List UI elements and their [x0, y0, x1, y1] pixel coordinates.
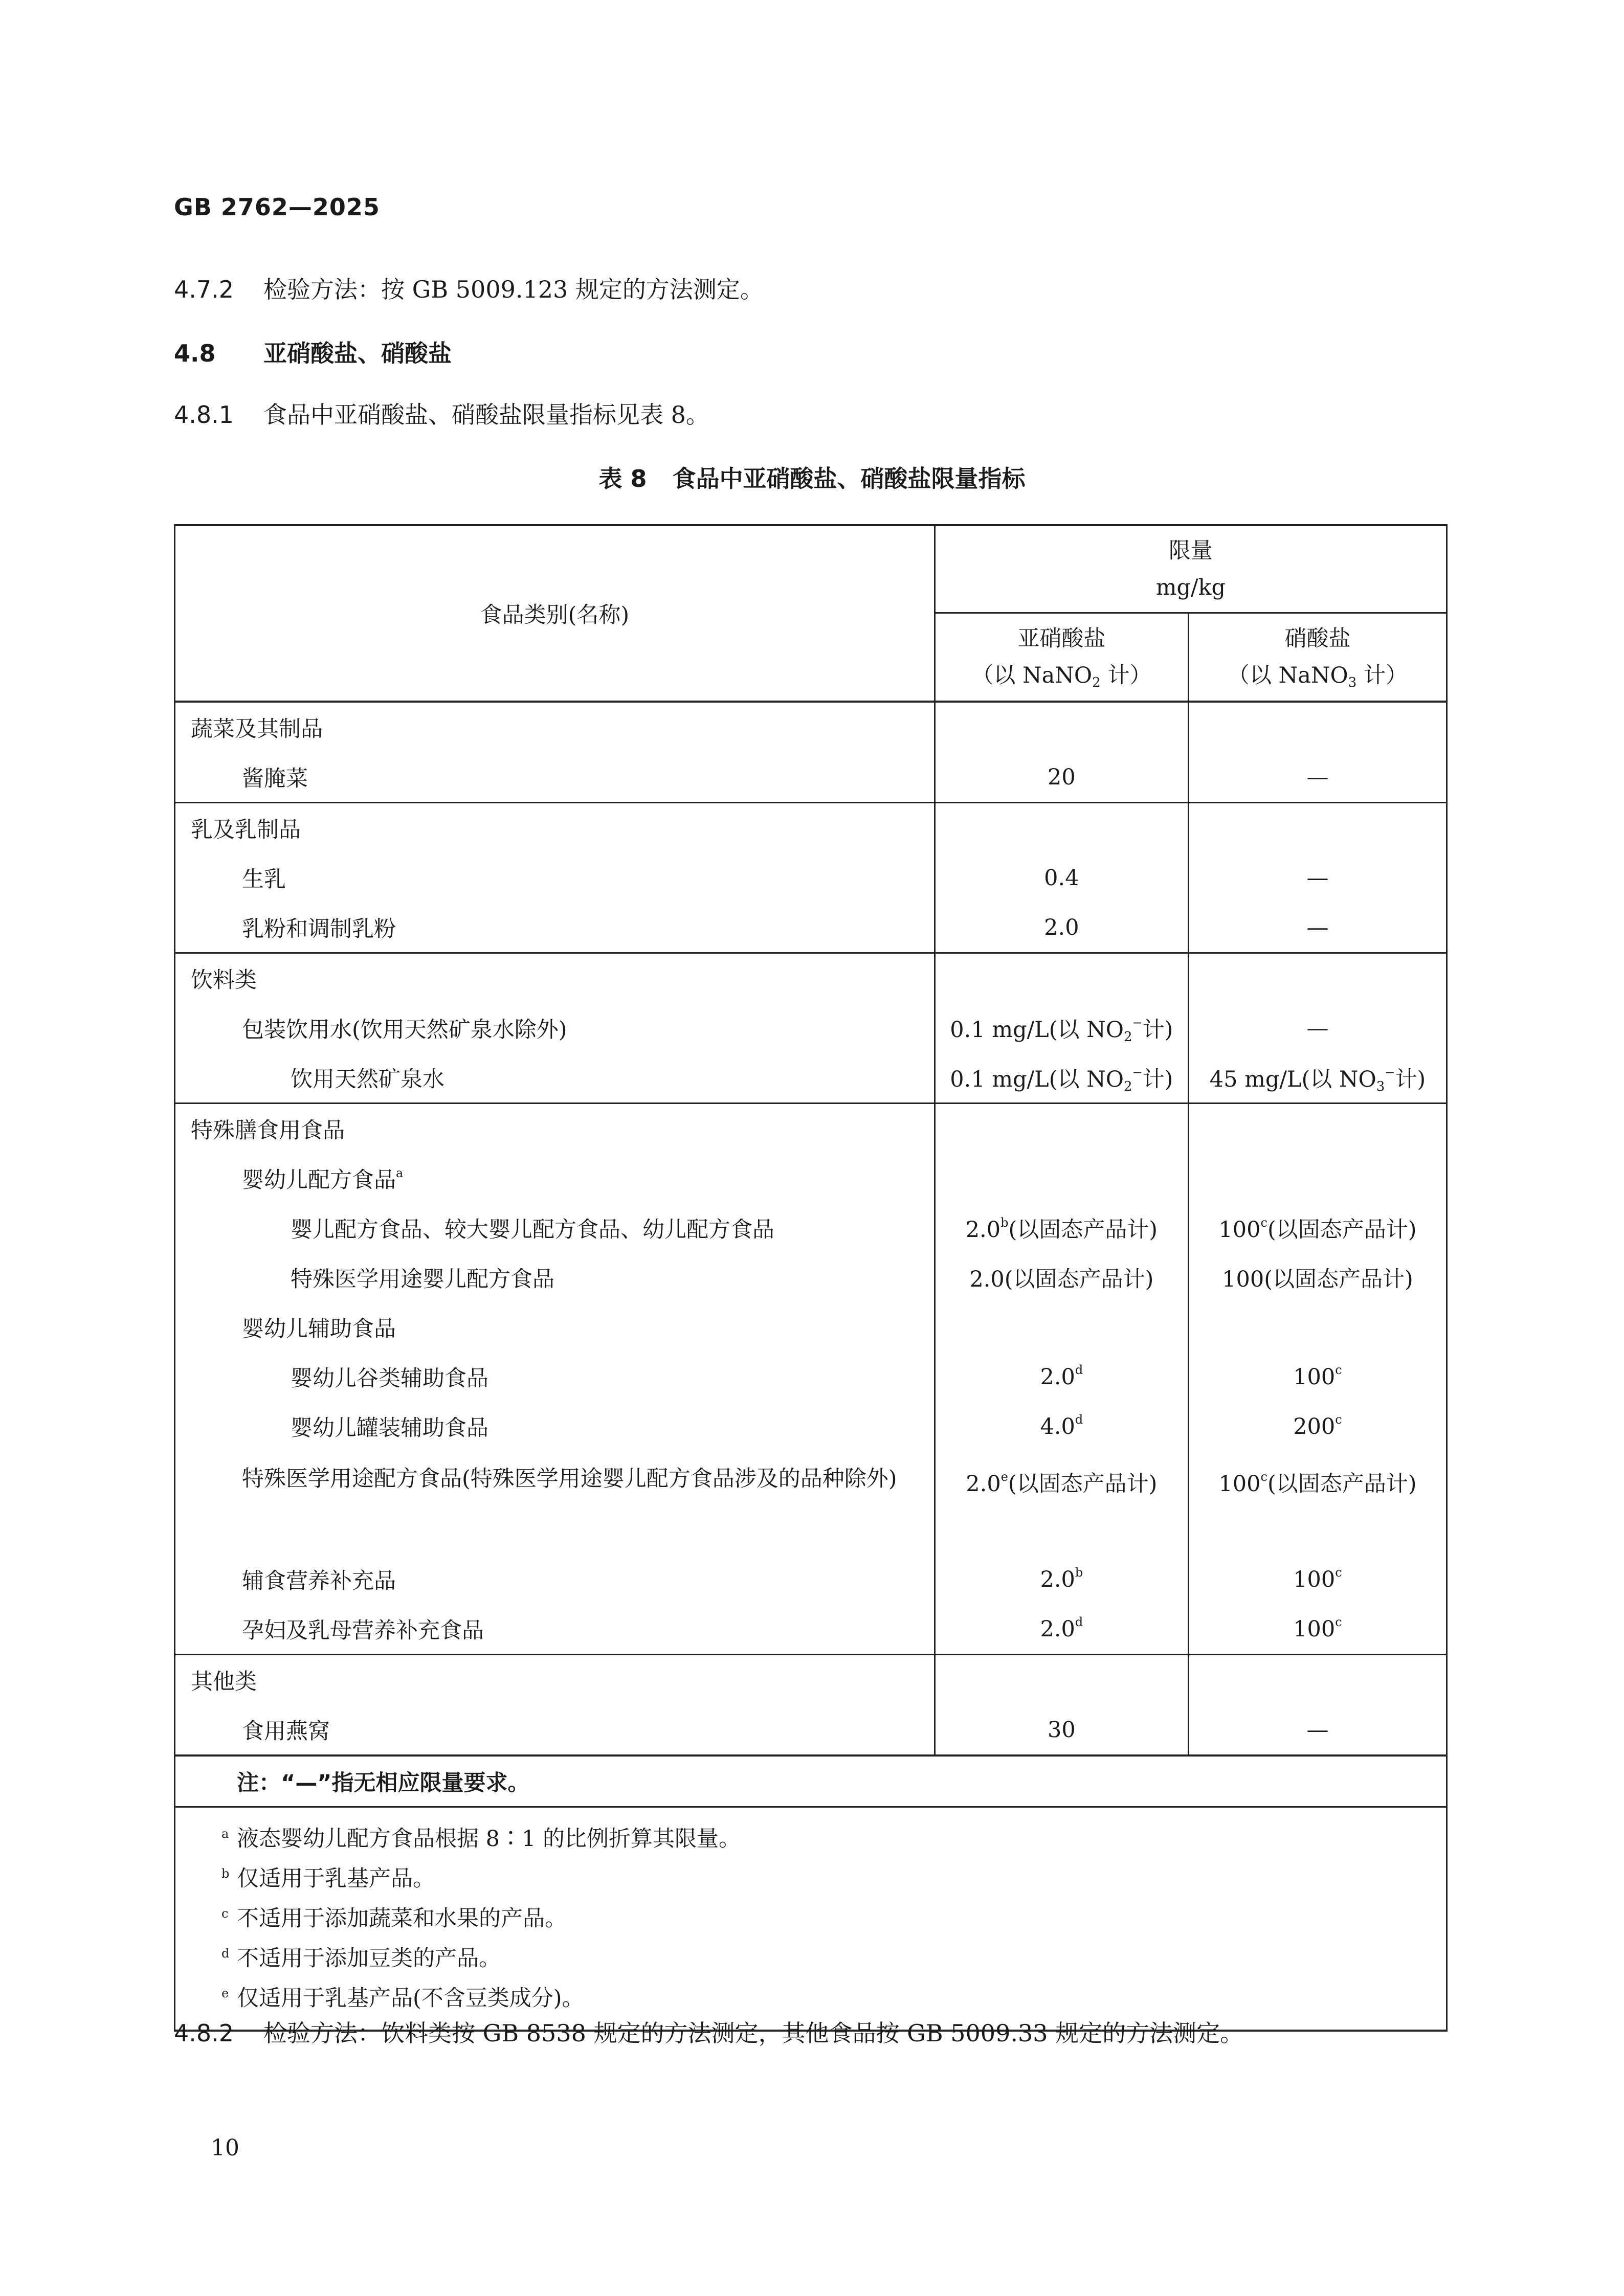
- page-number: 10: [211, 2135, 239, 2161]
- table-row: [175, 803, 1447, 853]
- nitrite-limit: 2.0$^b$(以固态产品计): [935, 1203, 1188, 1253]
- nitrite-limit: [935, 1302, 1188, 1352]
- nitrate-limit: 100$^c$: [1188, 1555, 1447, 1604]
- table-row: [175, 903, 1447, 953]
- table-row: [175, 1705, 1447, 1755]
- food-name: 辅食营养补充品: [175, 1555, 935, 1604]
- table-note: 注：“—”指无相应限量要求。: [175, 1755, 1447, 1807]
- table-row: [175, 1604, 1447, 1655]
- clause-text: 食品中亚硝酸盐、硝酸盐限量指标见表 8。: [263, 401, 709, 429]
- table-footnotes-row: [175, 1807, 1447, 2031]
- nitrate-limit: —: [1188, 903, 1447, 953]
- footnote-e: e 仅适用于乳基产品(不含豆类成分)。: [237, 1978, 1446, 2018]
- food-name: 饮用天然矿泉水: [175, 1053, 935, 1104]
- clause-4-8-1: [174, 396, 709, 430]
- section-title: 亚硝酸盐、硝酸盐: [263, 340, 452, 367]
- table-note-row: [175, 1755, 1447, 1807]
- nitrite-limit: 0.4: [935, 853, 1188, 903]
- table-row: [175, 1003, 1447, 1053]
- table-row: [175, 1253, 1447, 1302]
- food-name: 酱腌菜: [175, 752, 935, 803]
- nitrite-limit: 0.1 mg/L(以 $NO_2^-$计): [935, 1003, 1188, 1053]
- nitrite-nitrate-limits-table: [174, 524, 1448, 2011]
- header-nitrite: [935, 613, 1188, 702]
- nitrate-limit: 200$^c$: [1188, 1402, 1447, 1451]
- food-name: 婴幼儿罐装辅助食品: [175, 1402, 935, 1451]
- nitrite-limit: [935, 803, 1188, 853]
- table-row: [175, 1655, 1447, 1705]
- header-nitrate: [1188, 613, 1447, 702]
- food-subgroup: 婴幼儿配方食品$^a$: [175, 1154, 935, 1203]
- footnote-mark: a: [221, 1827, 229, 1841]
- nitrate-limit: [1188, 1104, 1447, 1154]
- footnote-ref-a: a: [396, 1166, 404, 1180]
- nitrate-limit: 100(以固态产品计): [1188, 1253, 1447, 1302]
- header-limit: [935, 525, 1447, 613]
- nitrite-limit: [935, 1104, 1188, 1154]
- footnote-d: d 不适用于添加豆类的产品。: [237, 1939, 1446, 1978]
- table-row: [175, 1352, 1447, 1402]
- nitrate-limit: 45 mg/L(以 $NO_3^-$计): [1188, 1053, 1447, 1104]
- footnote-mark: b: [221, 1866, 230, 1881]
- table-caption: [0, 460, 1624, 494]
- footnote-b: b 仅适用于乳基产品。: [237, 1859, 1446, 1899]
- table-row: [175, 953, 1447, 1004]
- nitrite-limit: 2.0(以固态产品计): [935, 1253, 1188, 1302]
- food-name: 乳粉和调制乳粉: [175, 903, 935, 953]
- nitrate-limit: —: [1188, 752, 1447, 803]
- header-nitrite-label: 亚硝酸盐: [1017, 626, 1106, 651]
- nitrite-limit: [935, 1655, 1188, 1705]
- category-group: 其他类: [175, 1655, 935, 1705]
- category-group: 乳及乳制品: [175, 803, 935, 853]
- footnote-mark: e: [221, 1986, 229, 2000]
- nitrite-limit: 20: [935, 752, 1188, 803]
- nitrate-limit: 100$^c$: [1188, 1352, 1447, 1402]
- nitrite-limit: 2.0$^d$: [935, 1604, 1188, 1655]
- nitrite-limit: [935, 1154, 1188, 1203]
- footnote-mark: d: [221, 1946, 230, 1961]
- nitrate-limit: [1188, 702, 1447, 752]
- table-row: [175, 1555, 1447, 1604]
- nitrate-limit: 100$^c$: [1188, 1604, 1447, 1655]
- table-row: [175, 1053, 1447, 1104]
- table-row: [175, 1302, 1447, 1352]
- nitrate-limit: [1188, 1154, 1447, 1203]
- nitrate-limit: —: [1188, 853, 1447, 903]
- document-code: GB 2762—2025: [174, 193, 380, 221]
- nitrate-limit: [1188, 1655, 1447, 1705]
- nitrite-limit: 4.0$^d$: [935, 1402, 1188, 1451]
- section-number: 4.8: [174, 340, 216, 367]
- food-name: 婴儿配方食品、较大婴儿配方食品、幼儿配方食品: [175, 1203, 935, 1253]
- clause-number: 4.8.1: [174, 401, 234, 429]
- table-row: [175, 1104, 1447, 1154]
- nitrite-limit: 2.0$^b$: [935, 1555, 1188, 1604]
- nitrite-limit: [935, 953, 1188, 1004]
- header-nitrate-basis: （以 NaNO$_3$ 计）: [1227, 663, 1408, 690]
- footnote-mark: c: [221, 1906, 229, 1921]
- header-food-category: 食品类别(名称): [175, 525, 935, 702]
- footnote-c: c 不适用于添加蔬菜和水果的产品。: [237, 1899, 1446, 1939]
- nitrate-limit: 100$^c$(以固态产品计): [1188, 1451, 1447, 1555]
- clause-number: 4.7.2: [174, 276, 234, 303]
- header-nitrate-label: 硝酸盐: [1284, 626, 1351, 651]
- food-subgroup: 婴幼儿辅助食品: [175, 1302, 935, 1352]
- category-group: 特殊膳食用食品: [175, 1104, 935, 1154]
- clause-text: 检验方法：按 GB 5009.123 规定的方法测定。: [263, 276, 764, 303]
- table-footnotes: [175, 1807, 1447, 2031]
- nitrite-limit: 30: [935, 1705, 1188, 1755]
- nitrate-limit: 100$^c$(以固态产品计): [1188, 1203, 1447, 1253]
- category-group: 蔬菜及其制品: [175, 702, 935, 752]
- table-row: [175, 1154, 1447, 1203]
- table-row: [175, 752, 1447, 803]
- food-name: 特殊医学用途婴儿配方食品: [175, 1253, 935, 1302]
- food-name: 包装饮用水(饮用天然矿泉水除外): [175, 1003, 935, 1053]
- nitrite-limit: [935, 702, 1188, 752]
- nitrate-limit: [1188, 1302, 1447, 1352]
- food-name: 特殊医学用途配方食品(特殊医学用途婴儿配方食品涉及的品种除外): [175, 1451, 935, 1555]
- header-limit-unit: mg/kg: [1155, 575, 1226, 600]
- food-name: 生乳: [175, 853, 935, 903]
- nitrate-limit: —: [1188, 1705, 1447, 1755]
- food-name: 婴幼儿谷类辅助食品: [175, 1352, 935, 1402]
- table-row: [175, 1203, 1447, 1253]
- nitrate-limit: [1188, 953, 1447, 1004]
- clause-4-7-2: [174, 271, 764, 305]
- clause-text: 检验方法：饮料类按 GB 8538 规定的方法测定，其他食品按 GB 5009.33 规定的方法测定。: [263, 2019, 1244, 2047]
- clause-4-8-2: [174, 2015, 1243, 2049]
- header-nitrite-basis: （以 NaNO$_2$ 计）: [971, 663, 1152, 690]
- category-group: 饮料类: [175, 953, 935, 1004]
- section-4-8-heading: [174, 335, 452, 369]
- food-name: 食用燕窝: [175, 1705, 935, 1755]
- nitrite-limit: 2.0e(以固态产品计): [935, 1451, 1188, 1555]
- table-title: 食品中亚硝酸盐、硝酸盐限量指标: [672, 465, 1026, 492]
- table-number: 表 8: [598, 465, 647, 492]
- table-row: [175, 853, 1447, 903]
- nitrate-limit: [1188, 803, 1447, 853]
- footnote-a: a 液态婴幼儿配方食品根据 8∶1 的比例折算其限量。: [237, 1819, 1446, 1859]
- nitrite-limit: 2.0: [935, 903, 1188, 953]
- nitrite-limit: 2.0$^d$: [935, 1352, 1188, 1402]
- header-limit-label: 限量: [1168, 538, 1213, 564]
- table-row: [175, 702, 1447, 752]
- table-row: [175, 1402, 1447, 1451]
- nitrite-limit: 0.1 mg/L(以 $NO_2^-$计): [935, 1053, 1188, 1104]
- nitrate-limit: —: [1188, 1003, 1447, 1053]
- clause-number: 4.8.2: [174, 2019, 234, 2047]
- food-name: 孕妇及乳母营养补充食品: [175, 1604, 935, 1655]
- table-row: [175, 1451, 1447, 1555]
